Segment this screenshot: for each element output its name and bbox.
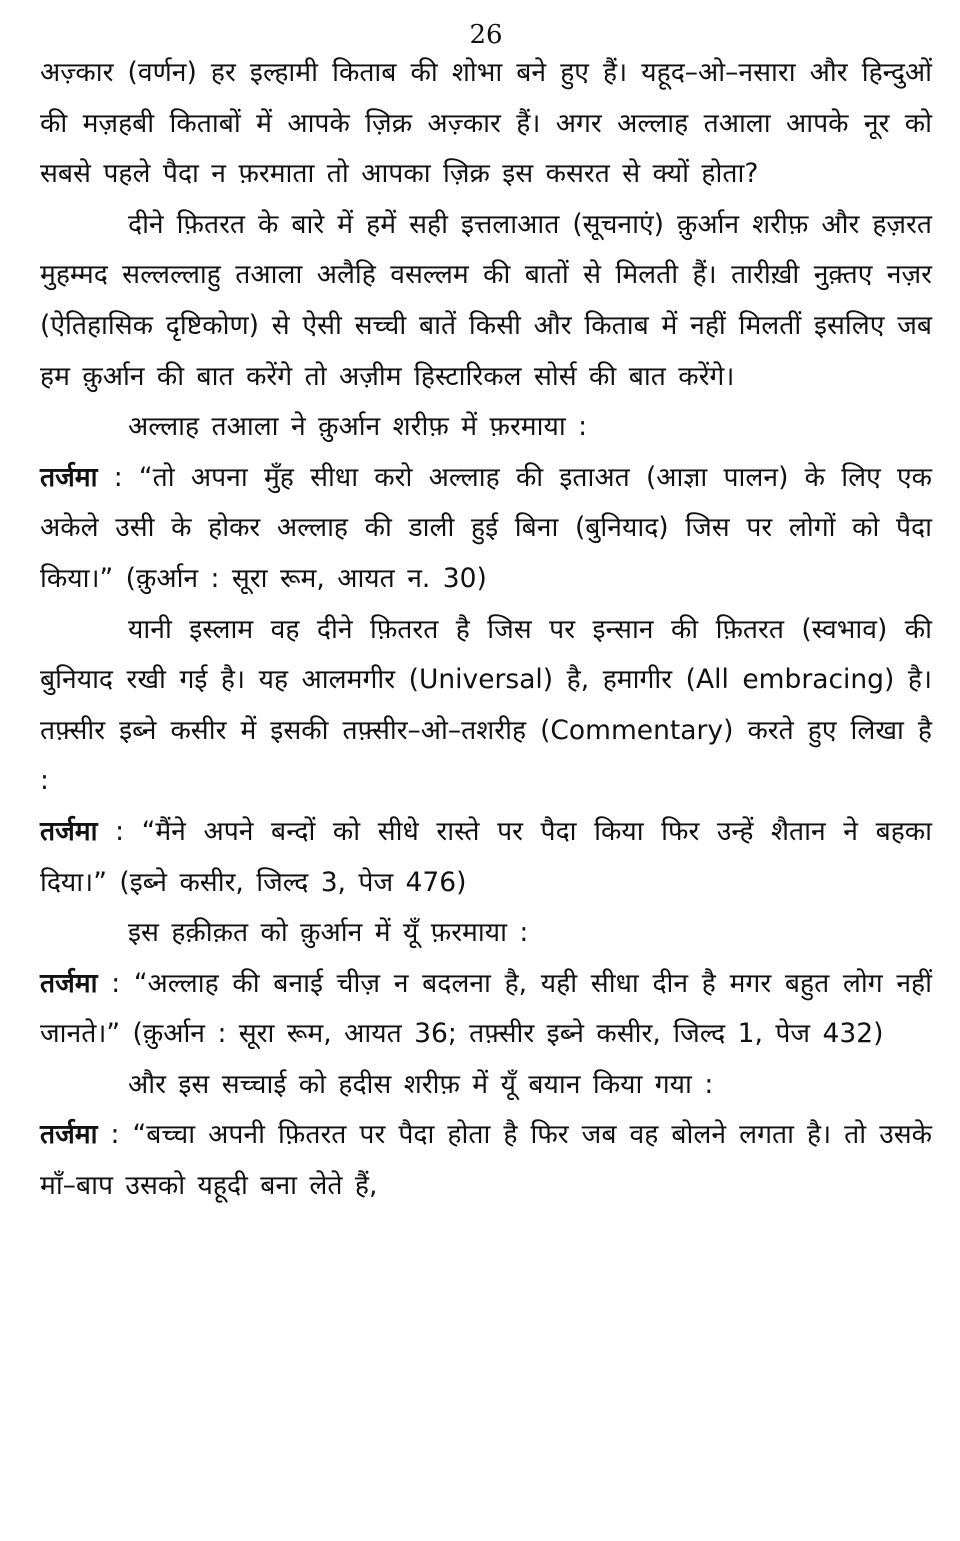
page-number: 26 — [469, 20, 503, 50]
paragraph-text: : “बच्चा अपनी फ़ितरत पर पैदा होता है फिर जब वह बोलने लगता है। तो उसके माँ–बाप उसको यहूदी बना लेते हैं, — [40, 1119, 932, 1202]
translation-label: तर्जमा — [40, 967, 98, 999]
paragraph — [40, 48, 932, 200]
translation-paragraph — [40, 807, 932, 908]
translation-paragraph — [40, 453, 932, 605]
paragraph — [40, 200, 932, 402]
document-page — [40, 0, 932, 1212]
paragraph — [40, 402, 932, 453]
paragraph — [40, 1060, 932, 1111]
paragraph-text: यानी इस्लाम वह दीने फ़ितरत है जिस पर इन्सान की फ़ितरत (स्वभाव) की बुनियाद रखी गई है। यह आलमगीर (Universal) है, हमागीर (All embracing) है। तफ़्सीर इब्ने कसीर में इसकी तफ़्सीर–ओ–तशरीह (Commentary) करते हुए लिखा है : — [40, 613, 932, 797]
paragraph-text: अल्लाह तआला ने क़ुर्आन शरीफ़ में फ़रमाया : — [128, 411, 588, 443]
paragraph-text: : “मैंने अपने बन्दों को सीधे रास्ते पर पैदा किया फिर उन्हें शैतान ने बहका दिया।” (इब्ने कसीर, जिल्द 3, पेज 476) — [40, 815, 932, 898]
translation-label: तर्जमा — [40, 1119, 98, 1151]
paragraph-text: अज़्कार (वर्णन) हर इल्हामी किताब की शोभा बने हुए हैं। यहूद–ओ–नसारा और हिन्दुओं की मज़हबी किताबों में आपके ज़िक्र अज़्कार हैं। अगर अल्लाह तआला आपके नूर को सबसे पहले पैदा न फ़रमाता तो आपका ज़िक्र इस कसरत से क्यों होता? — [40, 57, 932, 190]
translation-paragraph — [40, 1110, 932, 1211]
paragraph-text: इस हक़ीक़त को क़ुर्आन में यूँ फ़रमाया : — [128, 917, 529, 949]
paragraph-text: दीने फ़ितरत के बारे में हमें सही इत्तलाआत (सूचनाएं) क़ुर्आन शरीफ़ और हज़रत मुहम्मद सल्लल्लाहु तआला अलैहि वसल्लम की बातों से मिलती हैं। तारीख़ी नुक़्तए नज़र (ऐतिहासिक दृष्टिकोण) से ऐसी सच्ची बातें किसी और किताब में नहीं मिलतीं इसलिए जब हम क़ुर्आन की बात करेंगे तो अज़ीम हिस्टारिकल सोर्स की बात करेंगे। — [40, 208, 932, 392]
paragraph — [40, 908, 932, 959]
paragraph-text: : “तो अपना मुँह सीधा करो अल्लाह की इताअत (आज्ञा पालन) के लिए एक अकेले उसी के होकर अल्लाह की डाली हुई बिना (बुनियाद) जिस पर लोगों को पैदा किया।” (क़ुर्आन : सूरा रूम, आयत न. 30) — [40, 461, 932, 594]
translation-label: तर्जमा — [40, 815, 98, 847]
body-text — [40, 48, 932, 1212]
paragraph-text: और इस सच्चाई को हदीस शरीफ़ में यूँ बयान किया गया : — [128, 1068, 714, 1100]
translation-label: तर्जमा — [40, 461, 98, 493]
paragraph — [40, 605, 932, 807]
translation-paragraph — [40, 959, 932, 1060]
paragraph-text: : “अल्लाह की बनाई चीज़ न बदलना है, यही सीधा दीन है मगर बहुत लोग नहीं जानते।” (क़ुर्आन : सूरा रूम, आयत 36; तफ़्सीर इब्ने कसीर, जिल्द 1, पेज 432) — [40, 967, 932, 1050]
